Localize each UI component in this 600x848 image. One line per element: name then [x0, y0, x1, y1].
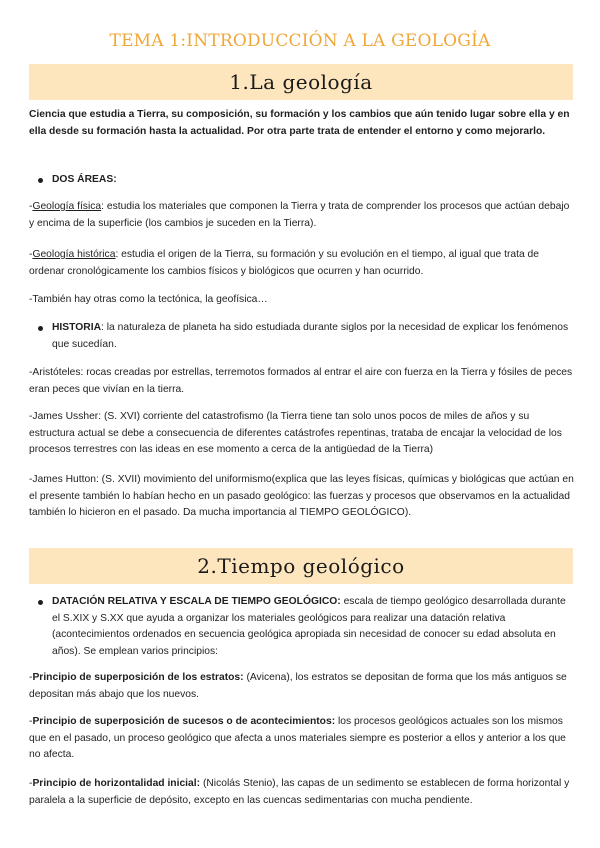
- geologia-fisica-term: Geología física: [32, 201, 102, 212]
- geologia-historica-paragraph: -Geología histórica: estudia el origen de la Tierra, su formación y su evolución en el tiempo, al igual que trata de ordenar cronológicamente los cambios físicos y biológicos que ocurren y han ocurrido.: [29, 249, 539, 277]
- principio-estratos-paragraph: -Principio de superposición de los estratos: (Avicena), los estratos se depositan de forma que los más antiguos se depositan más abajo que los nuevos.: [29, 672, 567, 700]
- other-areas-paragraph: -También hay otras como la tectónica, la geofísica…: [29, 294, 268, 305]
- principio-horizontalidad-paragraph: -Principio de horizontalidad inicial: (Nicolás Stenio), las capas de un sedimento se establecen de forma horizontal y paralela a la superficie de depósito, excepto en las cuencas sedimentarias con mucha pendiente.: [29, 778, 570, 806]
- bullet-icon: [38, 322, 46, 330]
- areas-label: DOS ÁREAS:: [52, 174, 117, 185]
- aristoteles-paragraph: -Aristóteles: rocas creadas por estrellas, terremotos formados al entrar el aire con fuerza en la Tierra y fósiles de peces eran peces que vivían en la tierra.: [29, 367, 573, 395]
- principio-sucesos-paragraph: -Principio de superposición de sucesos o de acontecimientos: los procesos geológicos actuales son los mismos que en el pasado, un proceso geológico que afecta a unos materiales siempre es posterior a ellos y anterior a los que no afecta.: [29, 716, 566, 760]
- ussher-paragraph: -James Ussher: (S. XVI) corriente del catastrofismo (la Tierra tiene tan solo unos pocos de miles de años y su estructura actual se debe a consecuencia de diferentes catástrofes repentinas, trataba de encajar la velocidad de los procesos terrestres con las ideas en ese momento a cerca de la antigüedad de la Tierra): [29, 411, 562, 455]
- intro-paragraph: Ciencia que estudia a Tierra, su composición, su formación y los cambios que aún tenido lugar sobre ella y en ella desde su formación hasta la actualidad. Por otra parte trata de entender el entorno y como mejorarlo.: [29, 109, 570, 137]
- historia-paragraph: HISTORIA: la naturaleza de planeta ha sido estudiada durante siglos por la necesidad de explicar los fenómenos que sucedían.: [52, 322, 569, 350]
- section-heading-tiempo-geologico: 2.Tiempo geológico: [29, 548, 573, 584]
- section-heading-geologia: 1.La geología: [29, 64, 573, 100]
- geologia-fisica-paragraph: -Geología física: estudia los materiales que componen la Tierra y trata de comprender los procesos que actúan debajo y encima de la superficie (los cambios je suceden en la Tierra).: [29, 201, 570, 229]
- datacion-paragraph: DATACIÓN RELATIVA Y ESCALA DE TIEMPO GEOLÓGICO: escala de tiempo geológico desarrollada durante el S.XIX y S.XX que ayuda a organizar los materiales geológicos para realizar una datación relativa (acontecimientos ordenados en secuencia geológica apropiada sin necesidad de conocer su edad absoluta en años). Se emplean varios principios:: [52, 596, 566, 657]
- bullet-icon: [38, 596, 46, 604]
- document-title: TEMA 1:INTRODUCCIÓN A LA GEOLOGÍA: [109, 31, 491, 51]
- bullet-icon: [38, 174, 46, 182]
- geologia-historica-term: Geología histórica: [32, 249, 116, 260]
- hutton-paragraph: -James Hutton: (S. XVII) movimiento del uniformismo(explica que las leyes físicas, químicas y biológicas que actúan en el presente también lo habían hecho en un pasado geológico: las fuerzas y procesos que observamos en la actualidad también lo hicieron en el pasado. Da mucha importancia al TIEMPO GEOLÓGICO).: [29, 474, 574, 518]
